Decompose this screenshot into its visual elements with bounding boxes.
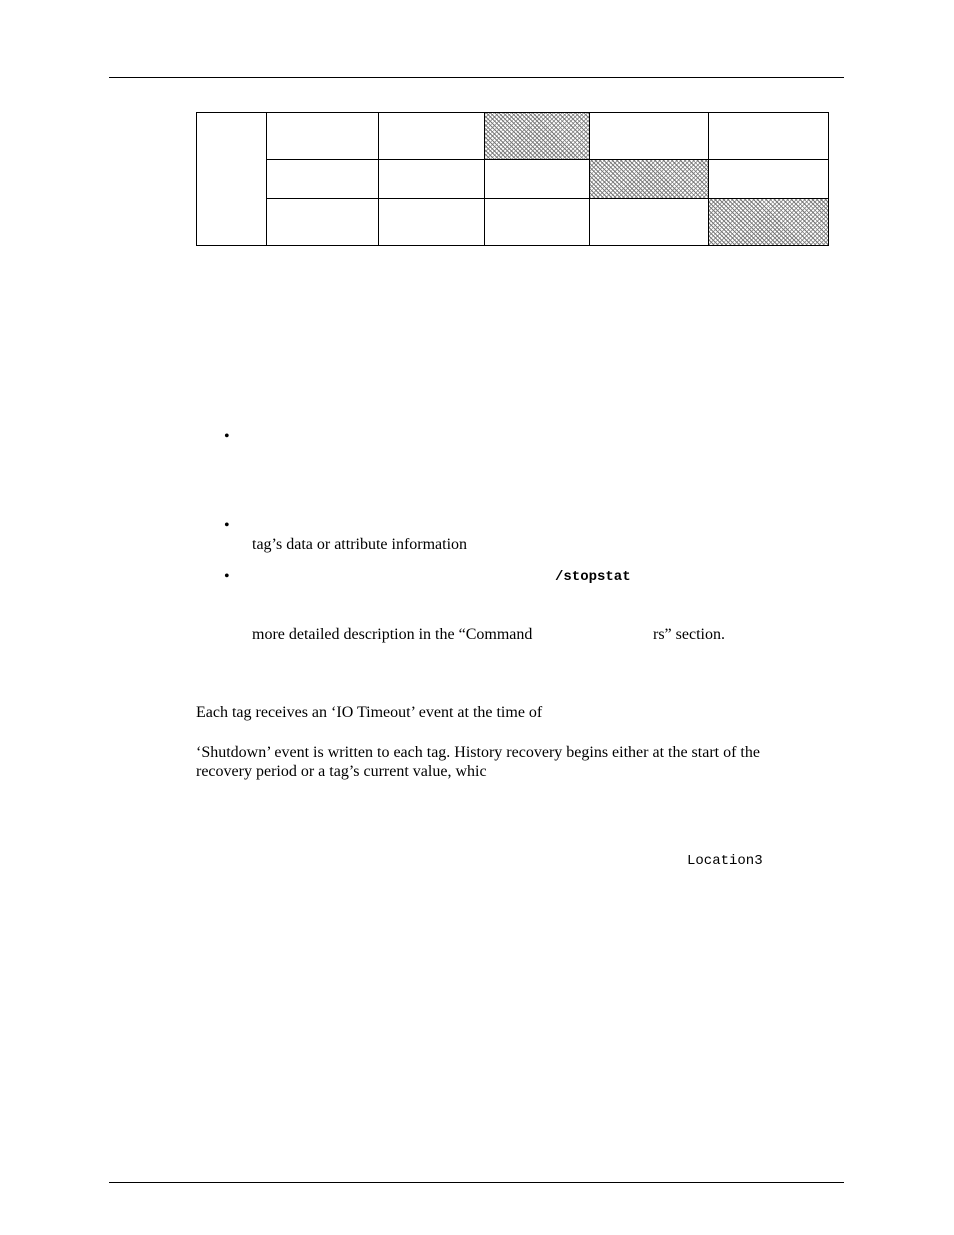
bullet-2-continuation: tag’s data or attribute information — [252, 536, 468, 553]
table-cell — [708, 112, 829, 160]
table-cell-shaded — [484, 112, 590, 160]
bullet-3-continuation-b: rs” section. — [653, 626, 725, 643]
table-cell — [266, 159, 379, 199]
table-cell — [589, 198, 709, 246]
data-table — [196, 112, 829, 246]
table-cell — [589, 112, 709, 160]
table-cell — [266, 198, 379, 246]
footer-rule — [109, 1182, 844, 1183]
location-code: Location3 — [687, 853, 763, 869]
table-cell-shaded — [589, 159, 709, 199]
stopstat-code: /stopstat — [555, 569, 631, 585]
table-cell — [378, 112, 485, 160]
table-cell — [708, 159, 829, 199]
bullet-3-continuation-a: more detailed description in the “Command — [252, 626, 533, 643]
table-cell — [378, 159, 485, 199]
bullet-marker-2: • — [224, 517, 230, 534]
header-rule — [109, 77, 844, 78]
bullet-marker-1: • — [224, 428, 230, 445]
table-cell — [484, 198, 590, 246]
table-cell-shaded — [708, 198, 829, 246]
paragraph-line-3: recovery period or a tag’s current value, whic — [196, 763, 487, 780]
paragraph-line-1: Each tag receives an ‘IO Timeout’ event at the time of — [196, 704, 543, 721]
table-cell — [378, 198, 485, 246]
table-cell — [484, 159, 590, 199]
paragraph-line-2: ‘Shutdown’ event is written to each tag. History recovery begins either at the start of the — [196, 744, 760, 761]
bullet-marker-3: • — [224, 568, 230, 585]
table-cell — [266, 112, 379, 160]
table-row-header-cell — [196, 112, 267, 246]
